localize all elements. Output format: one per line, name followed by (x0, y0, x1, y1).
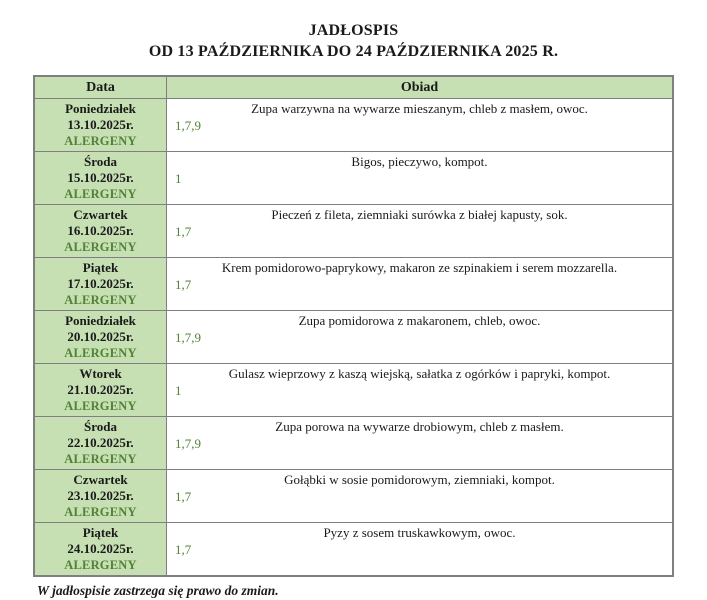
table-row (34, 258, 673, 311)
date-label: 20.10.2025r. (67, 329, 134, 344)
allergens-heading: ALERGENY (64, 240, 137, 254)
table-row (34, 311, 673, 364)
allergen-numbers: 1,7,9 (175, 436, 201, 451)
allergen-numbers: 1 (175, 383, 182, 398)
day-label: Poniedziałek (65, 101, 136, 116)
meal-text: Bigos, pieczywo, kompot. (351, 154, 488, 169)
table-row (34, 205, 673, 258)
header-row (34, 76, 673, 99)
table-row (34, 364, 673, 417)
date-label: 24.10.2025r. (67, 541, 134, 556)
meal-text: Pieczeń z fileta, ziemniaki surówka z białej kapusty, sok. (271, 207, 568, 222)
meal-cell (167, 258, 674, 311)
footer-note: W jadłospisie zastrzega się prawo do zmian. (37, 583, 279, 598)
allergen-numbers: 1,7 (175, 542, 192, 557)
date-label: 16.10.2025r. (67, 223, 134, 238)
day-label: Wtorek (79, 366, 122, 381)
date-label: 21.10.2025r. (67, 382, 134, 397)
day-label: Czwartek (73, 207, 128, 222)
allergen-numbers: 1,7 (175, 224, 192, 239)
meal-text: Pyzy z sosem truskawkowym, owoc. (323, 525, 516, 540)
allergen-numbers: 1,7,9 (175, 330, 201, 345)
meal-cell (167, 470, 674, 523)
allergens-heading: ALERGENY (64, 346, 137, 360)
allergens-heading: ALERGENY (64, 399, 137, 413)
meal-cell (167, 152, 674, 205)
allergen-numbers: 1,7 (175, 277, 192, 292)
date-cell (34, 152, 167, 205)
table-row (34, 470, 673, 523)
document-subtitle: OD 13 PAŹDZIERNIKA DO 24 PAŹDZIERNIKA 2025 R. (148, 43, 559, 60)
date-cell (34, 417, 167, 470)
date-cell (34, 311, 167, 364)
date-label: 17.10.2025r. (67, 276, 134, 291)
allergens-heading: ALERGENY (64, 187, 137, 201)
date-label: 23.10.2025r. (67, 488, 134, 503)
allergen-numbers: 1,7 (175, 489, 192, 504)
menu-table (33, 75, 674, 577)
allergens-heading: ALERGENY (64, 558, 137, 572)
date-cell (34, 99, 167, 152)
allergens-heading: ALERGENY (64, 452, 137, 466)
menu-table-head (34, 76, 673, 99)
date-cell (34, 364, 167, 417)
meal-text: Gołąbki w sosie pomidorowym, ziemniaki, kompot. (284, 472, 555, 487)
column-header-date: Data (34, 76, 167, 99)
day-label: Poniedziałek (65, 313, 136, 328)
meal-text: Gulasz wieprzowy z kaszą wiejską, sałatka z ogórków i papryki, kompot. (228, 366, 611, 381)
meal-text: Zupa pomidorowa z makaronem, chleb, owoc. (298, 313, 541, 328)
document-title: JADŁOSPIS (308, 22, 399, 39)
table-row (34, 523, 673, 577)
table-row (34, 99, 673, 152)
meal-cell (167, 99, 674, 152)
date-label: 15.10.2025r. (67, 170, 134, 185)
date-label: 22.10.2025r. (67, 435, 134, 450)
day-label: Piątek (82, 260, 119, 275)
title-block (0, 0, 707, 62)
date-label: 13.10.2025r. (67, 117, 134, 132)
meal-cell (167, 417, 674, 470)
allergens-heading: ALERGENY (64, 293, 137, 307)
meal-cell (167, 205, 674, 258)
table-row (34, 152, 673, 205)
allergens-heading: ALERGENY (64, 505, 137, 519)
table-row (34, 417, 673, 470)
meal-cell (167, 523, 674, 577)
date-cell (34, 523, 167, 577)
allergen-numbers: 1 (175, 171, 182, 186)
meal-text: Zupa porowa na wywarze drobiowym, chleb z masłem. (275, 419, 564, 434)
column-header-meal: Obiad (167, 76, 674, 99)
day-label: Piątek (82, 525, 119, 540)
date-cell (34, 470, 167, 523)
date-cell (34, 205, 167, 258)
meal-cell (167, 311, 674, 364)
meal-cell (167, 364, 674, 417)
meal-text: Krem pomidorowo-paprykowy, makaron ze szpinakiem i serem mozzarella. (221, 260, 618, 275)
day-label: Środa (84, 419, 117, 434)
date-cell (34, 258, 167, 311)
allergens-heading: ALERGENY (64, 134, 137, 148)
day-label: Środa (84, 154, 117, 169)
menu-table-body (34, 99, 673, 577)
meal-text: Zupa warzywna na wywarze mieszanym, chleb z masłem, owoc. (251, 101, 588, 116)
day-label: Czwartek (73, 472, 128, 487)
allergen-numbers: 1,7,9 (175, 118, 201, 133)
